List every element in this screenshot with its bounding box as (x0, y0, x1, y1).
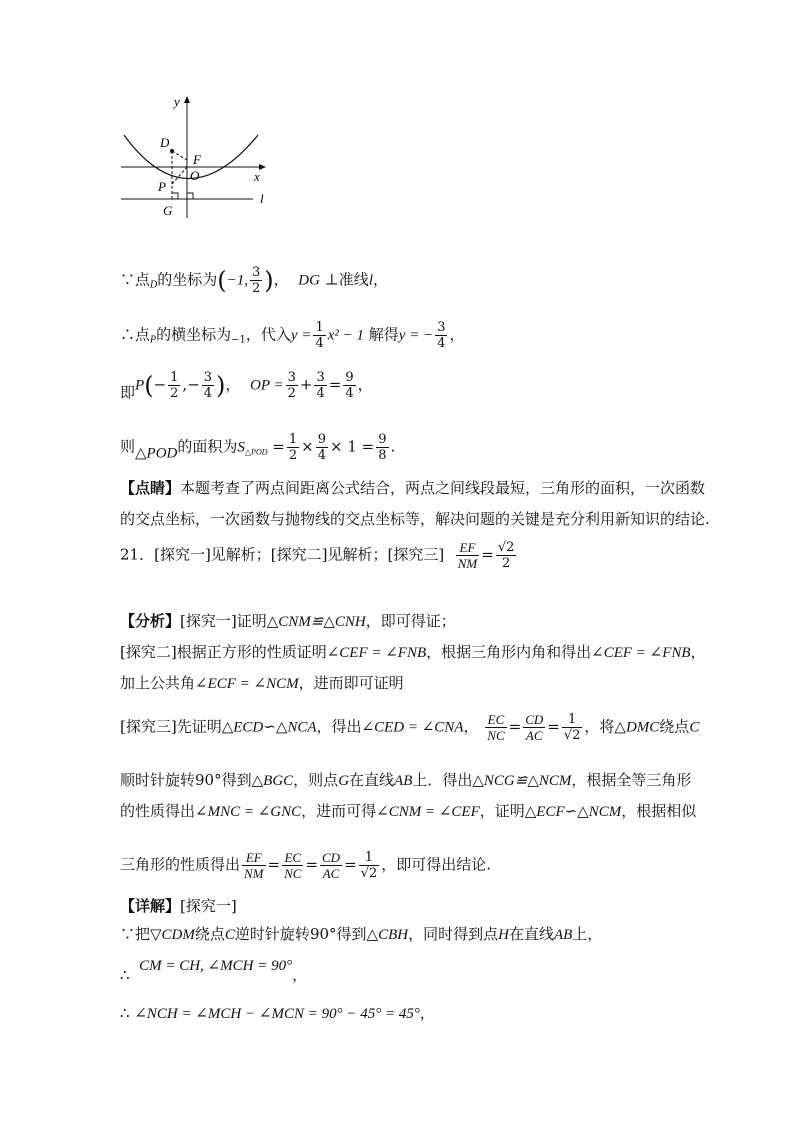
fraction: $\frac{9}{4}$ (345, 370, 354, 401)
math: = (267, 855, 281, 874)
fraction: $\frac{CD}{AC}$ (322, 850, 341, 881)
text: ，则点 (293, 771, 339, 789)
paren: ) (216, 371, 226, 400)
text: 即 (120, 383, 136, 402)
text: ，证明 (479, 802, 525, 820)
paren: ( (144, 371, 154, 400)
text: 解得 (368, 325, 399, 344)
text: 的坐标为 (157, 270, 218, 289)
math: AB (553, 927, 573, 943)
text: 得到 (221, 771, 252, 789)
math: △POD (135, 445, 178, 462)
point-d-dot (170, 149, 174, 153)
line-cm-ch (120, 955, 307, 985)
text: 上．得出 (412, 771, 473, 789)
fraction: $\frac{3}{2}$ (252, 265, 261, 296)
text: 的面积为 (177, 437, 238, 456)
text: ， (463, 717, 479, 736)
line-detail (120, 896, 237, 916)
x-axis-label: x (254, 169, 260, 184)
math: ∠CEF = ∠FNB (591, 645, 691, 661)
math: △DMC (614, 719, 660, 736)
line-explore3 (120, 712, 699, 743)
line-dianjing-2 (120, 509, 710, 529)
math: = (344, 855, 357, 874)
text: [探究三]先证明 (120, 717, 222, 736)
fraction: $\frac{√2}{2}$ (497, 540, 515, 571)
math: = (547, 717, 560, 736)
math: − (153, 375, 167, 394)
text: [探究一]证明 (180, 612, 267, 630)
right-angle-g (172, 193, 178, 199)
tag-xiangjie: 【详解】 (120, 897, 181, 915)
fraction: $\frac{EF}{NM}$ (244, 850, 264, 881)
text: ，即可得证； (365, 612, 456, 630)
math: = (328, 375, 342, 394)
x-axis-arrow (259, 164, 266, 170)
fraction: $\frac{3}{4}$ (316, 370, 325, 401)
math: ⊥ (324, 270, 339, 289)
text: ，得出 (316, 717, 362, 736)
line-rotation (120, 770, 691, 791)
math-sub: △POD (244, 447, 268, 457)
fraction: $\frac{1}{√2}$ (563, 712, 581, 743)
math: = (305, 855, 319, 874)
math: ∠NCH = ∠MCH − ∠MCN = 90° − 45° = 45° (134, 1006, 420, 1022)
math: G (338, 773, 350, 789)
text: 加上公共角 (120, 674, 196, 692)
math: x² − 1 (327, 327, 364, 344)
fraction: $\frac{9}{4}$ (317, 432, 326, 463)
text: ∵点 (120, 270, 151, 289)
text: 绕点 (194, 925, 225, 943)
text: 的交点坐标，一次函数与抛物线的交点坐标等，解决问题的关键是充分利用新知识的结论. (120, 510, 710, 528)
fraction: $\frac{3}{4}$ (203, 370, 213, 401)
math: × (301, 437, 314, 456)
text: [探究一] (180, 897, 237, 915)
text: 绕点 (659, 717, 690, 736)
math: = (481, 545, 494, 564)
math: 90° (195, 771, 222, 789)
text: 得到 (336, 925, 367, 943)
math: ,− (182, 375, 200, 394)
paren: ) (264, 266, 274, 295)
directrix-label: l (260, 191, 264, 206)
math-p: P (150, 334, 157, 346)
line-p-abscissa (120, 320, 465, 351)
text: 则 (120, 437, 136, 456)
y-axis-arrow (184, 96, 190, 103)
math: H (498, 927, 509, 943)
math: = (508, 717, 522, 736)
math: △CNM≌△CNH (266, 614, 366, 630)
math: = (272, 437, 285, 456)
math: △ECD∽△NCA (221, 719, 317, 736)
fraction: $\frac{1}{2}$ (288, 432, 298, 463)
dashed-po (172, 167, 187, 184)
text: 三角形的性质得出 (120, 855, 241, 874)
line-q21-answer (120, 540, 518, 571)
math: AB (394, 773, 413, 789)
math-d: D (150, 279, 158, 291)
text: ， (372, 270, 388, 289)
math: DG (298, 272, 320, 289)
math: OP = (249, 377, 284, 394)
fraction: $\frac{EC}{NC}$ (487, 712, 505, 743)
math: ∠CED = ∠CNA (361, 719, 464, 736)
dashed-df (172, 151, 187, 160)
math: CM = CH, ∠MCH = 90° (139, 958, 293, 974)
paren: ( (217, 266, 227, 295)
text: ， (225, 375, 241, 394)
fraction: $\frac{EF}{NM}$ (457, 540, 478, 571)
text: ，同时得到点 (408, 925, 499, 943)
tag-dianjing: 【点睛】 (120, 479, 181, 497)
text: ， (357, 375, 373, 394)
line-analysis (120, 611, 456, 632)
text: 的横坐标为 (156, 325, 232, 344)
text: ，代入 (245, 325, 291, 344)
line-area (120, 432, 395, 464)
math: −1 (231, 334, 246, 346)
line-nch (120, 1003, 435, 1024)
y-axis-label: y (174, 94, 180, 109)
text: ∴点 (120, 325, 151, 344)
math: △CBH (366, 927, 409, 943)
text: ， (419, 1004, 435, 1022)
text: 在直线 (349, 771, 395, 789)
math: △ECF∽△NCM (524, 804, 622, 820)
line-d-coordinate (120, 265, 388, 296)
fraction: $\frac{1}{4}$ (315, 320, 324, 351)
line-congruence (120, 801, 696, 822)
text: ∴ (120, 966, 130, 984)
text: ，进而可得 (301, 802, 377, 820)
math: y = (290, 327, 312, 344)
math: ∠CEF = ∠FNB (326, 645, 427, 661)
line-similarity (120, 850, 491, 881)
text: 顺时针旋转 (120, 771, 196, 789)
fraction: $\frac{CD}{AC}$ (525, 712, 544, 743)
fraction: $\frac{9}{8}$ (378, 432, 387, 463)
line-explore2 (120, 642, 706, 663)
math: y = − (398, 327, 434, 344)
math: ∠MNC = ∠GNC (195, 804, 302, 820)
math: × 1 = (330, 437, 375, 456)
math: + (299, 375, 313, 394)
math: P (135, 377, 145, 394)
line-rotate-cdm (120, 924, 602, 945)
text: ， (449, 325, 465, 344)
text: ，将 (584, 717, 615, 736)
text: ，进而即可证明 (298, 674, 404, 692)
math: C (224, 927, 235, 943)
text: 的性质得出 (120, 802, 196, 820)
point-o-label: O (190, 168, 200, 183)
text: 21．[探究一]见解析；[探究二]见解析；[探究三] (120, 545, 445, 564)
math: ▽CDM (150, 927, 195, 943)
fraction: $\frac{3}{4}$ (437, 320, 446, 351)
text: ， (690, 643, 706, 661)
text: [探究二]根据正方形的性质证明 (120, 643, 327, 661)
point-g-label: G (163, 203, 173, 218)
point-d-label: D (160, 135, 170, 150)
right-angle-o (187, 193, 193, 199)
text: 上， (572, 925, 603, 943)
point-f-label: F (193, 152, 201, 167)
math: △BGC (251, 773, 294, 789)
fraction: $\frac{1}{2}$ (170, 370, 179, 401)
text: ，根据相似 (621, 802, 697, 820)
tag-fenxi: 【分析】 (120, 612, 181, 630)
math: C (689, 719, 700, 736)
text: ，根据三角形内角和得出 (426, 643, 592, 661)
text: 本题考查了两点间距离公式结合，两点之间线段最短，三角形的面积，一次函数 (180, 479, 706, 497)
fraction: $\frac{EC}{NC}$ (284, 850, 302, 881)
text: ， (273, 270, 289, 289)
text: 逆时针旋转 (234, 925, 310, 943)
math: −1, (226, 272, 249, 289)
line-common-angle (120, 673, 404, 694)
line-dianjing (120, 478, 705, 498)
math: ∠ECF = ∠NCM (195, 676, 299, 692)
text: 在直线 (508, 925, 554, 943)
fraction: $\frac{1}{√2}$ (360, 850, 378, 881)
text: ∵把 (120, 925, 151, 943)
fraction: $\frac{3}{2}$ (287, 370, 296, 401)
text: ∴ (120, 1004, 130, 1022)
point-p-label: P (158, 179, 166, 194)
math: △NCG≌△NCM (472, 773, 572, 789)
line-p-coordinate (120, 370, 373, 403)
text: . (390, 437, 396, 456)
math: S (237, 439, 245, 456)
text: ， (292, 966, 308, 984)
math: 90° (309, 925, 337, 943)
parabola-figure (118, 92, 278, 222)
text: ，即可得出结论. (381, 855, 491, 874)
text: ，根据全等三角形 (571, 771, 692, 789)
text: 准线 (338, 270, 369, 289)
math: l (368, 272, 373, 289)
math: ∠CNM = ∠CEF (376, 804, 480, 820)
